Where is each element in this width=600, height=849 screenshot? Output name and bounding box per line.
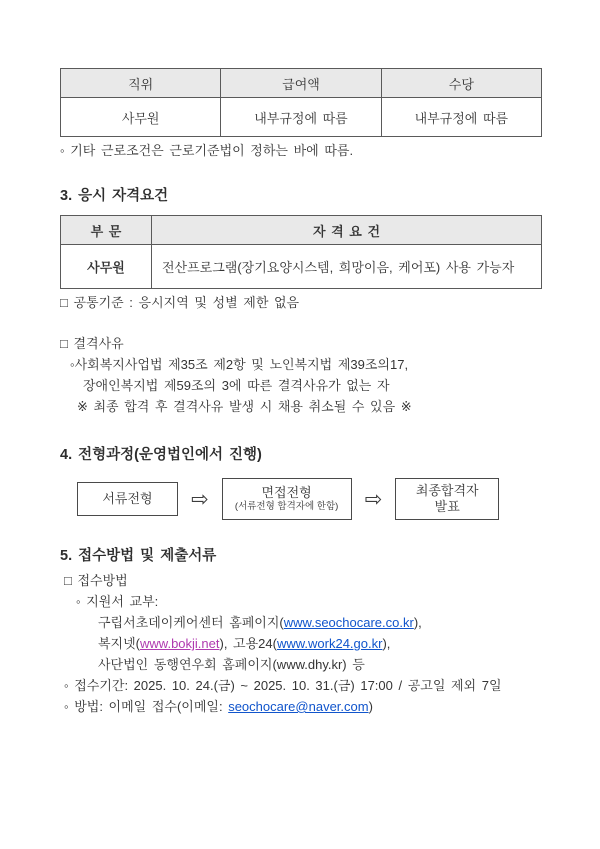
flow-step-final-announcement (395, 478, 499, 520)
common-criteria-line: □ 공통기준 : 응시지역 및 성별 제한 없음 (60, 295, 300, 310)
qualification-header-dept: 부 문 (61, 216, 152, 245)
website-line-3: 사단법인 동행연우회 홈페이지(www.dhy.kr) 등 (98, 657, 365, 672)
flow-step-label: 발표 (434, 499, 460, 514)
website-line-1 (60, 612, 542, 633)
seochocare-website-link[interactable]: www.seochocare.co.kr (283, 615, 414, 630)
other-conditions-note: ◦ 기타 근로조건은 근로기준법이 정하는 바에 따름. (60, 143, 354, 158)
qualification-table (60, 215, 542, 289)
qualification-header-requirement: 자 격 요 건 (152, 216, 542, 245)
salary-cell-position: 사무원 (61, 98, 221, 137)
table-row (61, 245, 542, 289)
salary-header-pay: 급여액 (221, 69, 381, 98)
salary-header-position: 직위 (61, 69, 221, 98)
text-segment: ), 고용24( (219, 636, 277, 651)
qualification-cell-requirement: 전산프로그램(장기요양시스템, 희망이음, 케어포) 사용 가능자 (152, 245, 542, 289)
disqualification-line-2: 장애인복지법 제59조의 3에 따른 결격사유가 없는 자 (83, 378, 390, 393)
table-row (61, 98, 542, 137)
text-segment: 구립서초데이케어센터 홈페이지( (98, 615, 284, 630)
text-segment: ◦ 방법: 이메일 접수(이메일: (64, 699, 229, 714)
application-period-line: ◦ 접수기간: 2025. 10. 24.(금) ~ 2025. 10. 31.(금) 17:00 / 공고일 제외 7일 (64, 678, 502, 693)
salary-header-allowance: 수당 (381, 69, 541, 98)
text-segment: ) (368, 699, 373, 714)
salary-cell-pay: 내부규정에 따름 (221, 98, 381, 137)
flow-step-note: (서류전형 합격자에 한함) (234, 501, 339, 512)
flow-arrow-icon: ⇨ (191, 487, 209, 511)
application-distribution-label: ◦ 지원서 교부: (76, 594, 159, 609)
disqualification-title: □ 결격사유 (60, 336, 124, 351)
bokji-website-link[interactable]: www.bokji.net (140, 636, 220, 651)
flow-step-interview (222, 478, 352, 520)
email-link[interactable]: seochocare@naver.com (228, 699, 369, 714)
flow-step-label: 면접전형 (261, 485, 312, 500)
qualification-table-header-row (61, 216, 542, 245)
apply-method-title: □ 접수방법 (64, 573, 128, 588)
text-segment: ), (413, 615, 422, 630)
flow-arrow-icon: ⇨ (364, 487, 383, 511)
disqualification-line-1: ◦사회복지사업법 제35조 제2항 및 노인복지법 제39조의17, (70, 357, 409, 372)
section-3-heading: 3. 응시 자격요건 (60, 188, 169, 204)
flow-step-label: 서류전형 (102, 491, 153, 506)
work24-website-link[interactable]: www.work24.go.kr (276, 636, 383, 651)
website-line-2 (60, 633, 542, 654)
salary-table (60, 68, 542, 137)
selection-process-flow (77, 476, 542, 522)
application-email-line (60, 696, 542, 717)
salary-cell-allowance: 내부규정에 따름 (381, 98, 541, 137)
section-4-heading: 4. 전형과정(운영법인에서 진행) (60, 447, 262, 463)
flow-step-document-screening (77, 482, 178, 516)
text-segment: 복지넷( (98, 636, 141, 651)
salary-table-header-row (61, 69, 542, 98)
flow-step-label: 최종합격자 (415, 483, 479, 498)
qualification-cell-dept: 사무원 (61, 245, 152, 289)
section-5-heading: 5. 접수방법 및 제출서류 (60, 548, 217, 564)
disqualification-warning: ※ 최종 합격 후 결격사유 발생 시 채용 취소될 수 있음 ※ (77, 399, 412, 414)
text-segment: ), (382, 636, 391, 651)
